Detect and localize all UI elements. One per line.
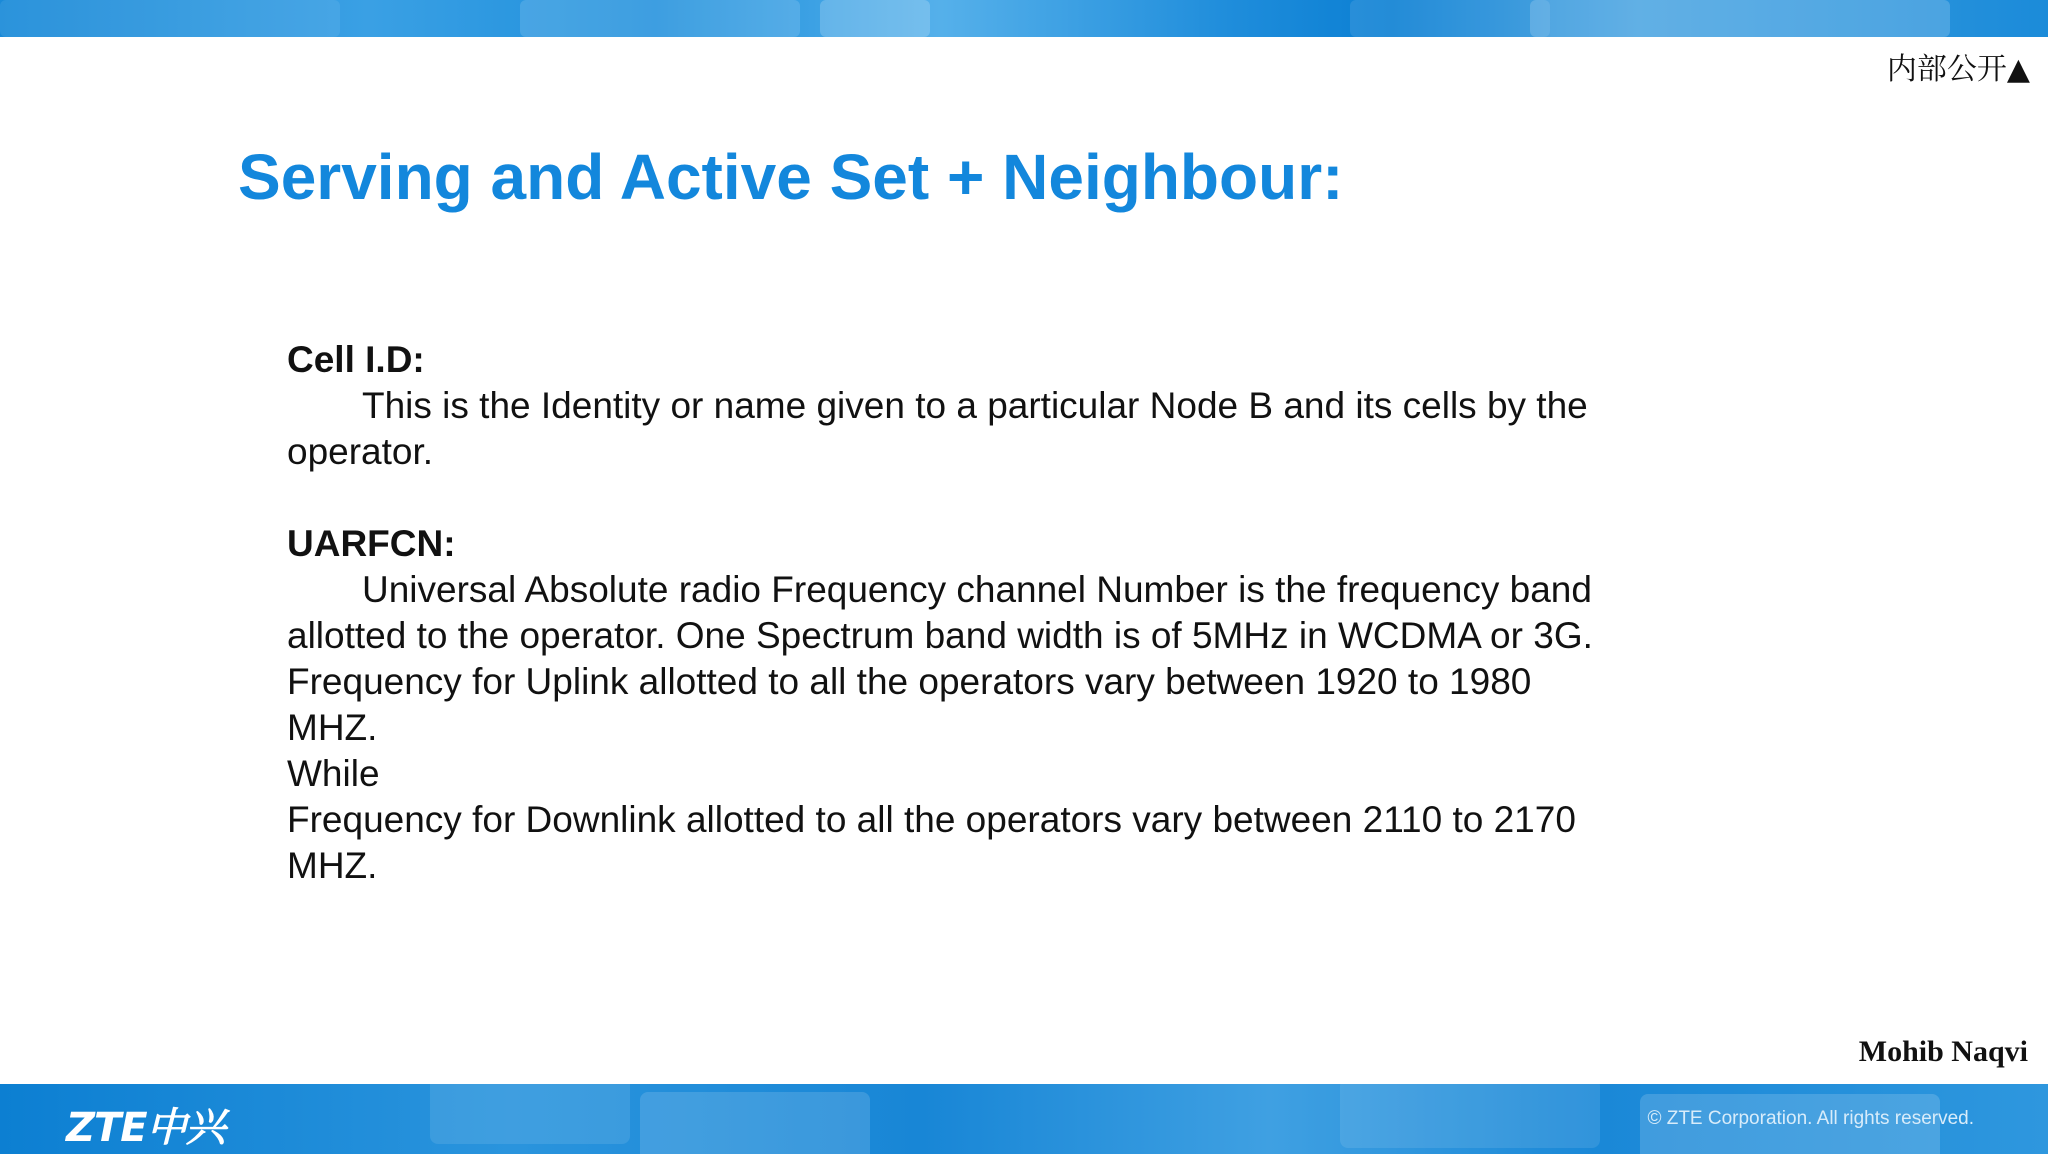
cell-id-text-line: This is the Identity or name given to a particular Node B and its cells by the [362, 385, 1588, 426]
uarfcn-heading: UARFCN: [287, 523, 456, 564]
cell-id-heading: Cell I.D: [287, 339, 425, 380]
slide-body [287, 337, 1707, 889]
uarfcn-text-line: While [287, 753, 380, 794]
uarfcn-text-line: MHZ. [287, 707, 378, 748]
uarfcn-text-line: MHZ. [287, 845, 378, 886]
uarfcn-text-line: Universal Absolute radio Frequency channel Number is the frequency band [362, 569, 1592, 610]
author-name: Mohib Naqvi [1858, 1035, 2028, 1068]
section-spacer [287, 475, 1707, 521]
copyright-notice: © ZTE Corporation. All rights reserved. [1647, 1108, 1974, 1129]
uarfcn-text-line: Frequency for Downlink allotted to all the operators vary between 2110 to 2170 [287, 799, 1576, 840]
uarfcn-text-line: Frequency for Uplink allotted to all the operators vary between 1920 to 1980 [287, 661, 1532, 702]
classification-label: 内部公开▲ [1886, 52, 2030, 87]
uarfcn-text-line: allotted to the operator. One Spectrum band width is of 5MHz in WCDMA or 3G. [287, 615, 1593, 656]
bottom-decorative-band [0, 1084, 2048, 1154]
top-decorative-band [0, 0, 2048, 37]
zte-logo: ZTE中兴 [66, 1105, 225, 1151]
slide-title: Serving and Active Set + Neighbour: [238, 141, 1344, 213]
cell-id-text-line: operator. [287, 431, 434, 472]
